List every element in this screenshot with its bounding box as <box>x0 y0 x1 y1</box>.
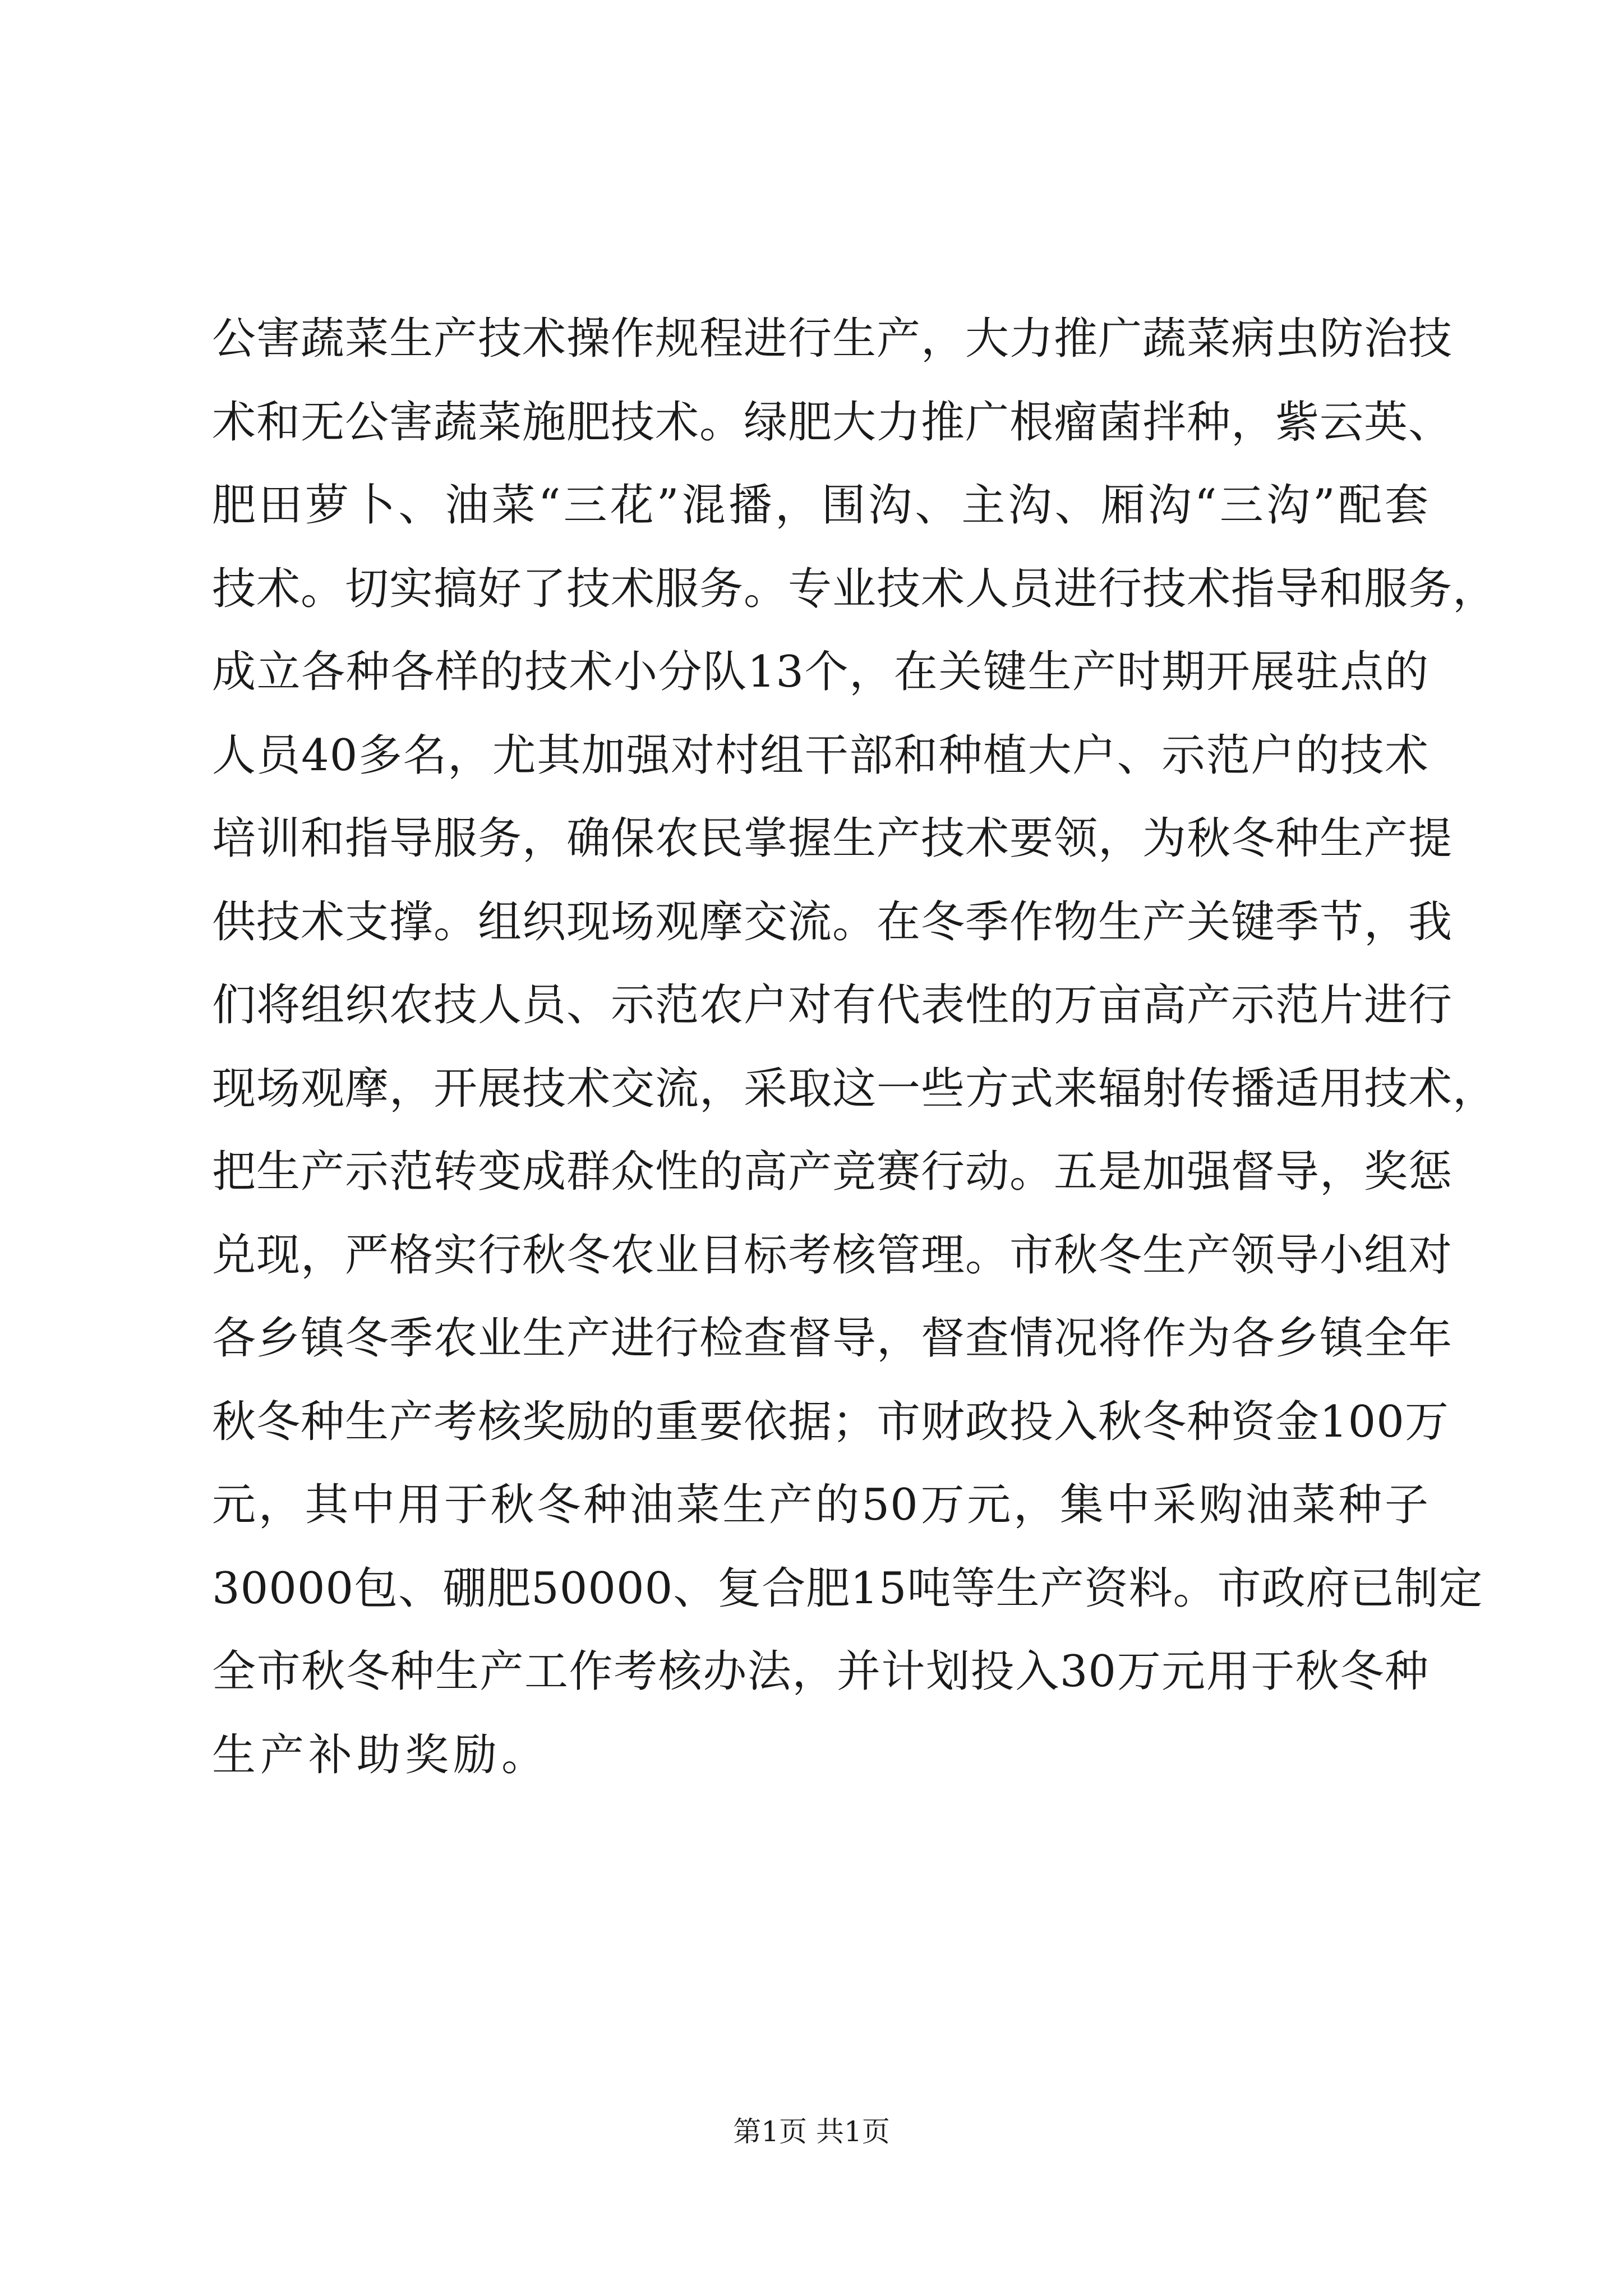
text-line: 成立各种各样的技术小分队13个，在关键生产时期开展驻点的 <box>212 647 1429 697</box>
text-line: 元，其中用于秋冬种油菜生产的50万元，集中采购油菜种子 <box>212 1480 1429 1530</box>
text-line: 各乡镇冬季农业生产进行检查督导，督查情况将作为各乡镇全年 <box>212 1313 1453 1364</box>
page-number-label: 第1页 共1页 <box>733 2115 890 2148</box>
text-line: 技术。切实搞好了技术服务。专业技术人员进行技术指导和服务， <box>212 563 1497 614</box>
text-line: 生产补助奖励。 <box>212 1729 550 1780</box>
text-line: 术和无公害蔬菜施肥技术。绿肥大力推广根瘤菌拌种，紫云英、 <box>212 397 1453 448</box>
text-line: 把生产示范转变成群众性的高产竞赛行动。五是加强督导，奖惩 <box>212 1147 1453 1197</box>
text-line: 现场观摩，开展技术交流，采取这一些方式来辐射传播适用技术， <box>212 1063 1497 1114</box>
text-line: 公害蔬菜生产技术操作规程进行生产，大力推广蔬菜病虫防治技 <box>212 314 1453 364</box>
text-line: 培训和指导服务，确保农民掌握生产技术要领，为秋冬种生产提 <box>212 813 1453 864</box>
body-paragraph <box>212 297 1497 1797</box>
text-line: 30000包、硼肥50000、复合肥15吨等生产资料。市政府已制定 <box>212 1563 1483 1614</box>
text-line: 兑现，严格实行秋冬农业目标考核管理。市秋冬生产领导小组对 <box>212 1230 1453 1281</box>
text-line: 肥田萝卜、油菜“三花”混播，围沟、主沟、厢沟“三沟”配套 <box>212 480 1429 531</box>
text-line: 全市秋冬种生产工作考核办法，并计划投入30万元用于秋冬种 <box>212 1646 1429 1697</box>
text-line: 人员40多名，尤其加强对村组干部和种植大户、示范户的技术 <box>212 730 1429 781</box>
text-line: 秋冬种生产考核奖励的重要依据；市财政投入秋冬种资金100万 <box>212 1396 1449 1447</box>
text-line: 们将组织农技人员、示范农户对有代表性的万亩高产示范片进行 <box>212 980 1453 1030</box>
page-footer <box>0 2115 1623 2148</box>
text-line: 供技术支撑。组织现场观摩交流。在冬季作物生产关键季节，我 <box>212 896 1453 947</box>
